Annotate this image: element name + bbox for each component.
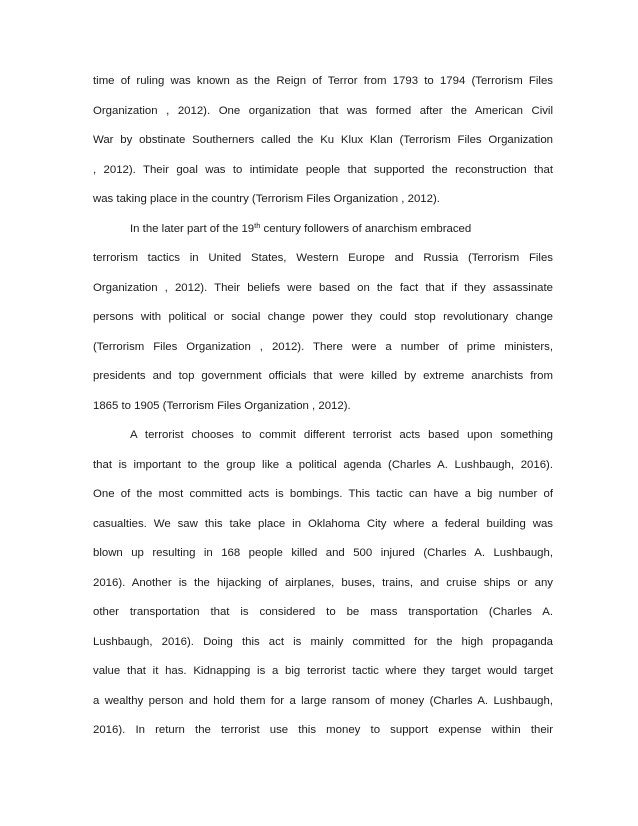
body-text [93,67,553,746]
paragraph-2-line-2: terrorism tactics in United States, Western Europe and Russia (Terrorism Files [93,252,553,264]
paragraph-3-line-7: other transportation that is considered to be mass transportation (Charles A. [93,606,553,618]
paragraph-3-line-2: that is important to the group like a political agenda (Charles A. Lushbaugh, 2016). [93,458,553,471]
paragraph-3-line-10: a wealthy person and hold them for a large ransom of money (Charles A. Lushbaugh, [93,694,553,707]
paragraph-3-line-9: value that it has. Kidnapping is a big terrorist tactic where they target would target [93,665,553,677]
paragraph-1-line-1: time of ruling was known as the Reign of Terror from 1793 to 1794 (Terrorism Files [93,75,553,87]
paragraph-3-line-3: One of the most committed acts is bombings. This tactic can have a big number of [93,488,553,500]
paragraph-3-line-5: blown up resulting in 168 people killed and 500 injured (Charles A. Lushbaugh, [93,547,553,559]
paragraph-1-line-2: Organization , 2012). One organization that was formed after the American Civil [93,104,553,117]
paragraph-2-line-7: 1865 to 1905 (Terrorism Files Organization , 2012). [93,399,351,412]
paragraph-2-line-5: (Terrorism Files Organization , 2012). There were a number of prime ministers, [93,340,553,353]
paragraph-2-line-3: Organization , 2012). Their beliefs were based on the fact that if they assassinate [93,281,553,294]
paragraph-2-line-4: persons with political or social change power they could stop revolutionary change [93,311,553,323]
paragraph-3-line-11: 2016). In return the terrorist use this money to support expense within their [93,724,553,736]
paragraph-2-line-1-end: century followers of anarchism embraced [260,222,472,235]
paragraph-2-line-6: presidents and top government officials that were killed by extreme anarchists from [93,370,553,382]
paragraph-3-line-1: A terrorist chooses to commit different terrorist acts based upon something [130,429,553,441]
paragraph-2-line-1 [93,215,553,245]
paragraph-3-line-4: casualties. We saw this take place in Oklahoma City where a federal building was [93,517,553,530]
paragraph-1-line-4: , 2012). Their goal was to intimidate people that supported the reconstruction that [93,163,553,176]
ordinal-superscript: th [254,220,261,230]
paragraph-3-line-6: 2016). Another is the hijacking of airplanes, buses, trains, and cruise ships or any [93,576,553,589]
paragraph-1-line-3: War by obstinate Southerners called the Ku Klux Klan (Terrorism Files Organization [93,134,553,146]
paragraph-2-line-1-start: In the later part of the 19 [130,222,255,235]
paragraph-3-line-8: Lushbaugh, 2016). Doing this act is mainly committed for the high propaganda [93,635,553,648]
paragraph-1-line-5: was taking place in the country (Terrorism Files Organization , 2012). [93,193,440,205]
